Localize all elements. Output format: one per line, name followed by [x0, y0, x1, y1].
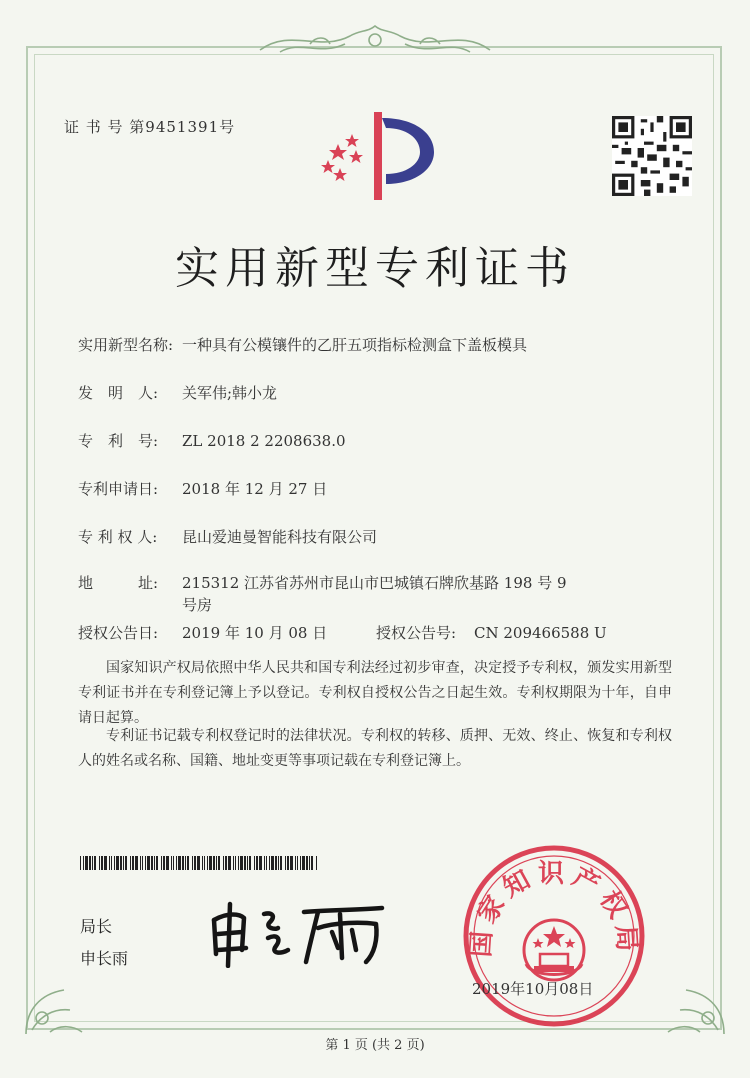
barcode-bar — [92, 856, 93, 870]
inventor-row — [78, 382, 277, 403]
barcode-bar — [94, 856, 96, 870]
barcode-bar — [120, 856, 122, 870]
barcode-bar — [216, 856, 217, 870]
barcode-bar — [114, 856, 115, 870]
address-row — [78, 572, 582, 616]
barcode-bar — [142, 856, 143, 870]
barcode-bar — [204, 856, 205, 870]
barcode-bar — [244, 856, 246, 870]
address-value: 215312 江苏省苏州市昆山市巴城镇石牌欣基路 198 号 9 号房 — [182, 574, 567, 614]
barcode-bar — [111, 856, 112, 870]
barcode-bar — [254, 856, 255, 870]
barcode — [80, 856, 320, 870]
barcode-bar — [218, 856, 220, 870]
barcode-bar — [285, 856, 286, 870]
certificate-title: 实用新型专利证书 — [175, 243, 575, 294]
filing-date-label: 专利申请日: — [78, 480, 159, 498]
barcode-bar — [311, 856, 313, 870]
inventor-label: 发 明 人: — [78, 384, 159, 402]
barcode-bar — [207, 856, 208, 870]
barcode-bar — [278, 856, 279, 870]
barcode-bar — [266, 856, 267, 870]
barcode-bar — [123, 856, 124, 870]
official-seal — [460, 842, 648, 1030]
director-name: 申长雨 — [80, 949, 129, 968]
barcode-bar — [240, 856, 243, 870]
barcode-bar — [309, 856, 310, 870]
barcode-bar — [171, 856, 172, 870]
barcode-bar — [89, 856, 91, 870]
body-paragraph-1: 国家知识产权局依照中华人民共和国专利法经过初步审查，决定授予专利权，颁发实用新型专利证书并在专利登记簿上予以登记。专利权自授权公告之日起生效。专利权期限为十年，自申请日起算。 — [78, 660, 672, 726]
filing-date-row — [78, 478, 327, 499]
barcode-bar — [132, 856, 134, 870]
grant-date-value: 2019 年 10 月 08 日 — [182, 624, 328, 642]
barcode-bar — [271, 856, 274, 870]
qr-code — [612, 116, 692, 196]
grant-row — [78, 622, 607, 643]
barcode-bar — [192, 856, 193, 870]
signature — [206, 900, 392, 968]
grant-date-label: 授权公告日: — [78, 624, 159, 642]
barcode-bar — [101, 856, 103, 870]
barcode-bar — [249, 856, 251, 870]
barcode-bar — [182, 856, 184, 870]
barcode-bar — [80, 856, 81, 870]
barcode-bar — [83, 856, 84, 870]
barcode-bar — [280, 856, 282, 870]
seal-date: 2019年10月08日 — [472, 980, 594, 998]
barcode-bar — [202, 856, 203, 870]
barcode-bar — [125, 856, 127, 870]
holder-row — [78, 526, 377, 547]
inventor-value: 关军伟;韩小龙 — [182, 384, 278, 402]
barcode-bar — [135, 856, 138, 870]
barcode-bar — [259, 856, 262, 870]
bottom-right-ornament — [660, 980, 730, 1040]
barcode-bar — [173, 856, 174, 870]
barcode-bar — [130, 856, 131, 870]
barcode-bar — [290, 856, 293, 870]
barcode-bar — [178, 856, 181, 870]
barcode-bar — [116, 856, 119, 870]
barcode-bar — [209, 856, 212, 870]
barcode-bar — [256, 856, 258, 870]
barcode-bar — [156, 856, 158, 870]
barcode-bar — [140, 856, 141, 870]
barcode-bar — [185, 856, 186, 870]
barcode-bar — [247, 856, 248, 870]
barcode-bar — [302, 856, 305, 870]
patent-number-value: ZL 2018 2 2208638.0 — [182, 432, 346, 450]
barcode-bar — [233, 856, 234, 870]
barcode-bar — [213, 856, 215, 870]
barcode-bar — [295, 856, 296, 870]
barcode-bar — [176, 856, 177, 870]
filing-date-value: 2018 年 12 月 27 日 — [182, 480, 328, 498]
top-ornament — [250, 22, 500, 62]
body-paragraph-2: 专利证书记载专利权登记时的法律状况。专利权的转移、质押、无效、终止、恢复和专利权人的姓名或名称、国籍、地址变更等事项记载在专利登记簿上。 — [78, 728, 672, 769]
page-number: 第 1 页 (共 2 页) — [325, 1038, 425, 1053]
patent-number-row — [78, 430, 346, 451]
barcode-bar — [225, 856, 227, 870]
barcode-bar — [85, 856, 88, 870]
barcode-bar — [223, 856, 224, 870]
barcode-bar — [104, 856, 107, 870]
cnipa-logo — [316, 104, 442, 204]
patent-number-label: 专 利 号: — [78, 432, 159, 450]
grant-number-value: CN 209466588 U — [474, 624, 607, 642]
name-value: 一种具有公模镶件的乙肝五项指标检测盒下盖板模具 — [182, 336, 528, 354]
barcode-bar — [163, 856, 165, 870]
barcode-bar — [275, 856, 277, 870]
barcode-bar — [147, 856, 150, 870]
barcode-bar — [109, 856, 110, 870]
barcode-bar — [151, 856, 153, 870]
barcode-bar — [235, 856, 236, 870]
certificate-number: 证 书 号 第9451391号 — [64, 118, 236, 136]
name-row — [78, 334, 527, 355]
holder-label: 专 利 权 人: — [78, 528, 158, 546]
bottom-left-ornament — [20, 980, 90, 1040]
barcode-bar — [306, 856, 308, 870]
barcode-bar — [316, 856, 317, 870]
barcode-bar — [145, 856, 146, 870]
barcode-bar — [269, 856, 270, 870]
barcode-bar — [161, 856, 162, 870]
barcode-bar — [297, 856, 298, 870]
barcode-bar — [228, 856, 231, 870]
barcode-bar — [194, 856, 196, 870]
barcode-bar — [300, 856, 301, 870]
director-role: 局长 — [80, 917, 113, 936]
barcode-bar — [238, 856, 239, 870]
address-label: 地 址: — [78, 574, 159, 592]
holder-value: 昆山爱迪曼智能科技有限公司 — [182, 528, 378, 546]
barcode-bar — [187, 856, 189, 870]
name-label: 实用新型名称: — [78, 336, 174, 354]
seal-text: 国家知识产权局 — [466, 859, 642, 959]
barcode-bar — [154, 856, 155, 870]
barcode-bar — [197, 856, 200, 870]
barcode-bar — [99, 856, 100, 870]
grant-number-label: 授权公告号: — [376, 624, 457, 642]
barcode-bar — [264, 856, 265, 870]
barcode-bar — [166, 856, 169, 870]
barcode-bar — [287, 856, 289, 870]
